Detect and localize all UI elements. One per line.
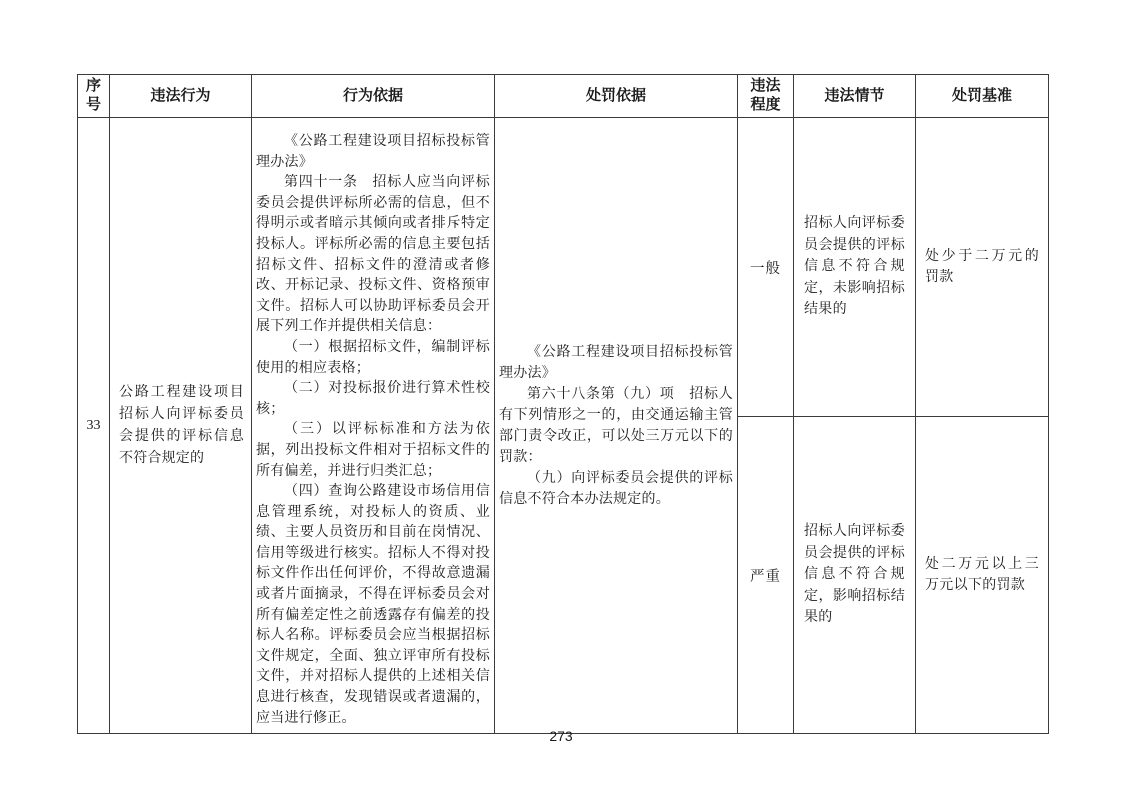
table-header-row — [78, 75, 1049, 118]
table-row — [78, 118, 1049, 417]
act-basis-paragraph: （一）根据招标文件，编制评标使用的相应表格； — [256, 339, 490, 376]
serial-number-cell: 33 — [78, 118, 110, 734]
penalty-basis-paragraph: 《公路工程建设项目招标投标管理办法》 — [499, 344, 733, 381]
illegal-act-cell: 公路工程建设项目招标人向评标委员会提供的评标信息不符合规定的 — [110, 118, 252, 734]
col-header-illegal-act: 违法行为 — [110, 75, 252, 118]
col-header-act-basis: 行为依据 — [252, 75, 495, 118]
penalty-benchmark-general-cell: 处少于二万元的罚款 — [916, 118, 1049, 417]
col-header-penalty-basis: 处罚依据 — [495, 75, 738, 118]
penalty-basis-text — [499, 342, 733, 510]
violation-table — [77, 74, 1049, 734]
violation-degree-general-cell: 一般 — [738, 118, 794, 417]
violation-degree-severe-cell: 严重 — [738, 417, 794, 734]
act-basis-paragraph: （三）以评标标准和方法为依据，列出投标文件相对于招标文件的所有偏差，并进行归类汇总； — [256, 422, 490, 479]
penalty-basis-paragraph: （九）向评标委员会提供的评标信息不符合本办法规定的。 — [499, 470, 733, 507]
col-header-penalty-benchmark: 处罚基准 — [916, 75, 1049, 118]
violation-circumstance-severe-cell: 招标人向评标委员会提供的评标信息不符合规定，影响招标结果的 — [794, 417, 916, 734]
col-header-violation-degree: 违法程度 — [738, 75, 794, 118]
penalty-basis-paragraph: 第六十八条第（九）项 招标人有下列情形之一的，由交通运输主管部门责令改正，可以处三万元以下的罚款： — [499, 386, 733, 465]
penalty-benchmark-severe-cell: 处二万元以上三万元以下的罚款 — [916, 417, 1049, 734]
act-basis-paragraph: 第四十一条 招标人应当向评标委员会提供评标所必需的信息，但不得明示或者暗示其倾向或者排斥特定投标人。评标所必需的信息主要包括招标文件、招标文件的澄清或者修改、开标记录、投标文件、资格预审文件。招标人可以协助评标委员会开展下列工作并提供相关信息： — [256, 175, 490, 335]
act-basis-text — [256, 132, 490, 729]
col-header-serial-number: 序号 — [78, 75, 110, 118]
act-basis-paragraph: （二）对投标报价进行算术性校核； — [256, 381, 490, 417]
act-basis-cell — [252, 118, 495, 734]
page-number: 273 — [549, 728, 573, 744]
penalty-basis-cell — [495, 118, 738, 734]
act-basis-paragraph: 《公路工程建设项目招标投标管理办法》 — [256, 134, 490, 170]
act-basis-paragraph: （四）查询公路建设市场信用信息管理系统，对投标人的资质、业绩、主要人员资历和目前在岗情况、信用等级进行核实。招标人不得对投标文件作出任何评价，不得故意遗漏或者片面摘录，不得在评标委员会对所有偏差定性之前透露存有偏差的投标人名称。评标委员会应当根据招标文件规定，全面、独立评审所有投标文件，并对招标人提供的上述相关信息进行核查，发现错误或者遗漏的，应当进行修正。 — [256, 484, 490, 726]
col-header-violation-circumstance: 违法情节 — [794, 75, 916, 118]
violation-circumstance-general-cell: 招标人向评标委员会提供的评标信息不符合规定，未影响招标结果的 — [794, 118, 916, 417]
